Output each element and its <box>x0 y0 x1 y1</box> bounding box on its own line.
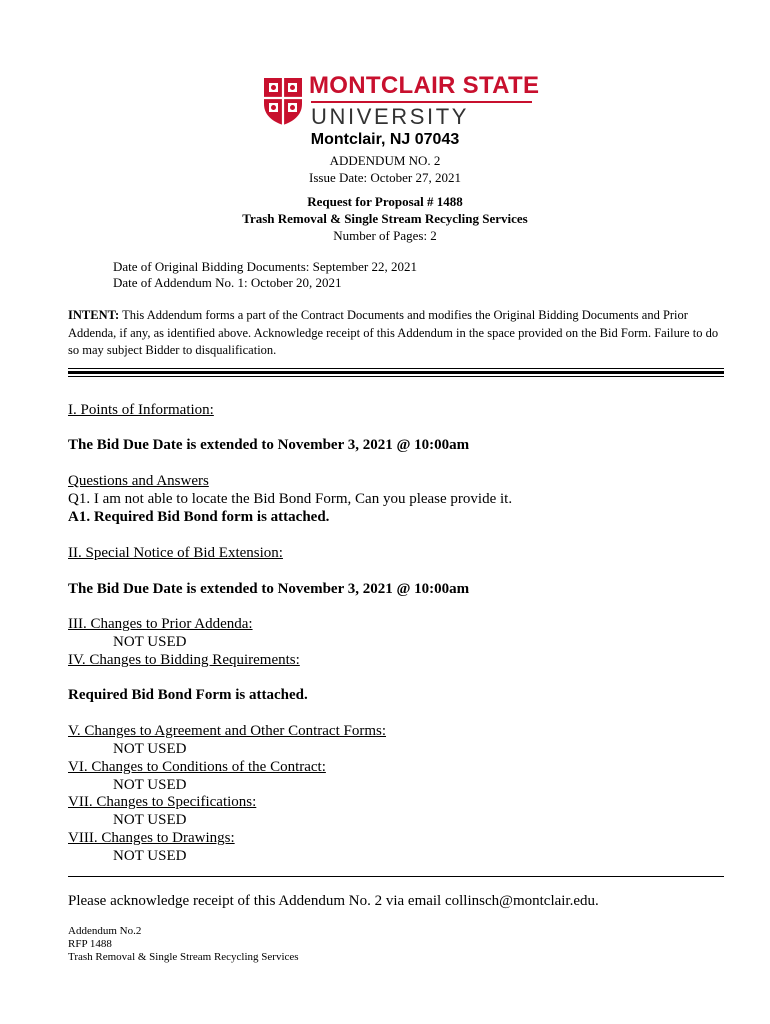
logo-wordmark-bottom: UNIVERSITY <box>311 104 470 129</box>
section-8-value: NOT USED <box>113 848 187 864</box>
intent-text: This Addendum forms a part of the Contract Documents and modifies the Original Bidding Documents and Prior Addenda, if any, as identified above. Acknowledge receipt of this Addendum in the space provided on the Bid Form. Failure to do so may subject Bidder to disqualification. <box>68 308 719 357</box>
intent-label: INTENT: <box>68 308 120 322</box>
issue-date: Issue Date: October 27, 2021 <box>309 170 461 185</box>
divider-thick <box>68 371 724 374</box>
footer-line-1: Addendum No.2 <box>68 925 142 937</box>
divider-acknowledge <box>68 876 724 877</box>
section-6-heading: VI. Changes to Conditions of the Contract: <box>68 759 326 775</box>
question-1: Q1. I am not able to locate the Bid Bond Form, Can you please provide it. <box>68 491 513 507</box>
page-count: Number of Pages: 2 <box>333 228 437 243</box>
city-line: Montclair, NJ 07043 <box>310 131 460 148</box>
university-logo <box>262 72 540 129</box>
original-bid-date: Date of Original Bidding Documents: September 22, 2021 <box>113 259 418 274</box>
rfp-number: Request for Proposal # 1488 <box>307 194 463 209</box>
section-5-value: NOT USED <box>113 741 187 757</box>
section-4-heading: IV. Changes to Bidding Requirements: <box>68 652 300 668</box>
section-5-heading: V. Changes to Agreement and Other Contract Forms: <box>68 723 387 739</box>
section-2-due-date: The Bid Due Date is extended to November 3, 2021 @ 10:00am <box>68 581 470 597</box>
logo-wordmark-top: MONTCLAIR STATE <box>309 72 540 99</box>
rfp-title: Trash Removal & Single Stream Recycling Services <box>242 211 528 226</box>
acknowledge-note: Please acknowledge receipt of this Addendum No. 2 via email collinsch@montclair.edu. <box>68 893 599 909</box>
section-3-heading: III. Changes to Prior Addenda: <box>68 616 253 632</box>
shield-crest-icon <box>262 74 304 126</box>
section-1-due-date: The Bid Due Date is extended to November 3, 2021 @ 10:00am <box>68 437 470 453</box>
section-6-value: NOT USED <box>113 777 187 793</box>
section-4-value: Required Bid Bond Form is attached. <box>68 687 308 703</box>
section-1-heading: I. Points of Information: <box>68 402 214 418</box>
section-7-heading: VII. Changes to Specifications: <box>68 794 257 810</box>
qa-heading: Questions and Answers <box>68 473 209 489</box>
section-3-value: NOT USED <box>113 634 187 650</box>
section-2-heading: II. Special Notice of Bid Extension: <box>68 545 283 561</box>
footer-line-2: RFP 1488 <box>68 938 112 950</box>
logo-rule <box>311 101 532 103</box>
answer-1: A1. Required Bid Bond form is attached. <box>68 509 330 525</box>
divider-top <box>68 368 724 369</box>
addendum1-date: Date of Addendum No. 1: October 20, 2021 <box>113 275 342 290</box>
footer-line-3: Trash Removal & Single Stream Recycling Services <box>68 951 299 963</box>
section-7-value: NOT USED <box>113 812 187 828</box>
intent-paragraph <box>68 307 728 360</box>
divider-bottom <box>68 376 724 377</box>
addendum-number: ADDENDUM NO. 2 <box>329 153 441 168</box>
section-8-heading: VIII. Changes to Drawings: <box>68 830 235 846</box>
